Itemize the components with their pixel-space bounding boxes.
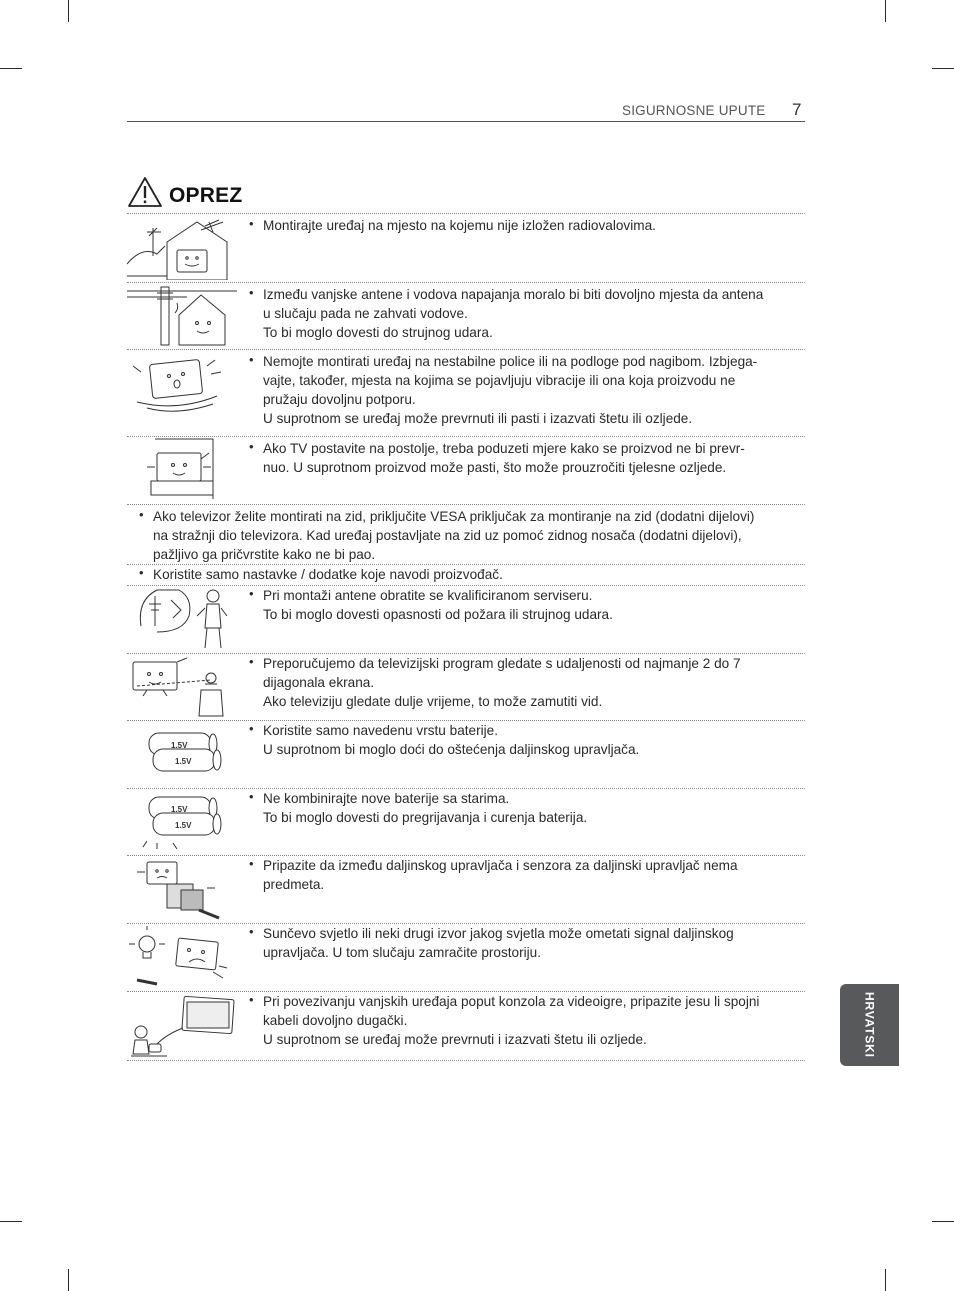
item-text: Pri povezivanju vanjskih uređaja poput konzola za videoigre, pripazite jesu li spojni (263, 994, 760, 1009)
section-title: SIGURNOSNE UPUTE (622, 103, 766, 118)
bullet-icon: • (249, 721, 254, 736)
item-text: pružaju dovoljnu potporu. (263, 392, 416, 407)
crop-mark (68, 1269, 69, 1291)
tv-unstable-shelf-illustration (127, 352, 237, 416)
item-text: Sunčevo svjetlo ili neki drugi izvor jakog svjetla može ometati signal daljinskog (263, 926, 734, 941)
page-title: OPREZ (169, 184, 243, 207)
divider (127, 213, 805, 214)
item-text: Montirajte uređaj na mjesto na kojemu nije izložen radiovalovima. (263, 218, 656, 233)
item-text: U suprotnom bi moglo doći do oštećenja daljinskog upravljača. (263, 742, 640, 757)
item-text: Koristite samo navedenu vrstu baterije. (263, 723, 498, 738)
item-text: Ako televizor želite montirati na zid, priključite VESA priključak za montiranje na zid (dodatni dijelovi) (153, 509, 755, 524)
bullet-icon: • (249, 856, 254, 871)
crop-mark (885, 1269, 886, 1291)
page-number: 7 (792, 100, 802, 119)
item-text: upravljača. U tom slučaju zamračite prostoriju. (263, 945, 542, 960)
batteries-1.5v-illustration (127, 725, 237, 789)
bullet-icon: • (249, 992, 254, 1007)
item-text: Nemojte montirati uređaj na nestabilne police ili na podloge pod nagibom. Izbjega- (263, 354, 758, 369)
battery-label: 1.5V (175, 757, 192, 766)
bullet-icon: • (139, 507, 144, 522)
item-text: u slučaju pada ne zahvati vodove. (263, 306, 468, 321)
tv-house-antenna-illustration (127, 216, 237, 280)
item-text: kabeli dovoljno dugački. (263, 1013, 408, 1028)
bullet-icon: • (249, 586, 254, 601)
item-text: Ne kombinirajte nove baterije sa starima. (263, 791, 510, 806)
remote-blocked-illustration (127, 858, 237, 922)
item-text: U suprotnom se uređaj može prevrnuti i izazvati štetu ili ozljede. (263, 1032, 647, 1047)
item-text: U suprotnom se uređaj može prevrnuti ili pasti i izazvati štetu ili ozljede. (263, 411, 693, 426)
item-text: To bi moglo dovesti opasnosti od požara ili strujnog udara. (263, 607, 613, 622)
crop-mark (932, 68, 954, 69)
bullet-icon: • (249, 924, 254, 939)
item-text: Ako televiziju gledate dulje vrijeme, to može zamutiti vid. (263, 694, 603, 709)
item-text: To bi moglo dovesti do pregrijavanja i curenja baterija. (263, 810, 588, 825)
language-tab (840, 984, 899, 1066)
item-text: nuo. U suprotnom proizvod može pasti, što može prouzročiti tjelesne ozljede. (263, 460, 727, 475)
bullet-icon: • (249, 216, 254, 231)
old-new-batteries-illustration (127, 791, 237, 855)
outdoor-antenna-power-line-illustration (127, 283, 237, 347)
item-text: Koristite samo nastavke / dodatke koje navodi proizvođač. (153, 567, 503, 582)
header-rule (127, 121, 805, 122)
item-text: predmeta. (263, 877, 325, 892)
sunlight-remote-illustration (127, 926, 237, 990)
bullet-icon: • (249, 654, 254, 669)
item-text: Preporučujemo da televizijski program gledate s udaljenosti od najmanje 2 do 7 (263, 656, 741, 671)
battery-label: 1.5V (171, 741, 188, 750)
item-text: Između vanjske antene i vodova napajanja moralo bi biti dovoljno mjesta da antena (263, 287, 764, 302)
battery-label: 1.5V (175, 821, 192, 830)
antenna-technician-illustration (127, 586, 237, 650)
crop-mark (932, 1221, 954, 1222)
item-text: Ako TV postavite na postolje, treba poduzeti mjere kako se proizvod ne bi prevr- (263, 441, 745, 456)
divider (127, 1060, 805, 1061)
crop-mark (0, 68, 22, 69)
bullet-icon: • (249, 352, 254, 367)
bullet-icon: • (249, 789, 254, 804)
crop-mark (68, 0, 69, 22)
warning-triangle-icon (127, 176, 163, 208)
bullet-icon: • (139, 565, 144, 580)
tv-on-stand-secured-illustration (127, 437, 237, 501)
item-text: Pripazite da između daljinskog upravljača i senzora za daljinski upravljač nema (263, 858, 738, 873)
item-text: To bi moglo dovesti do strujnog udara. (263, 325, 493, 340)
bullet-icon: • (249, 285, 254, 300)
item-text: na stražnji dio televizora. Kad uređaj postavljate na zid uz pomoć zidnog nosača (dodatni dijelovi), (153, 528, 742, 543)
divider (127, 349, 805, 350)
crop-mark (885, 0, 886, 22)
divider (127, 504, 805, 505)
viewing-distance-illustration (127, 656, 237, 720)
language-tab-label: HRVATSKI (862, 992, 877, 1058)
item-text: vajte, također, mjesta na kojima se pojavljuju vibracije ili ona koja proizvodu ne (263, 373, 736, 388)
bullet-icon: • (249, 439, 254, 454)
game-console-cable-illustration (127, 994, 237, 1058)
item-text: pažljivo ga pričvrstite kako ne bi pao. (153, 547, 376, 562)
battery-label: 1.5V (171, 805, 188, 814)
item-text: Pri montaži antene obratite se kvalificiranom serviseru. (263, 588, 593, 603)
crop-mark (0, 1221, 22, 1222)
item-text: dijagonala ekrana. (263, 675, 375, 690)
